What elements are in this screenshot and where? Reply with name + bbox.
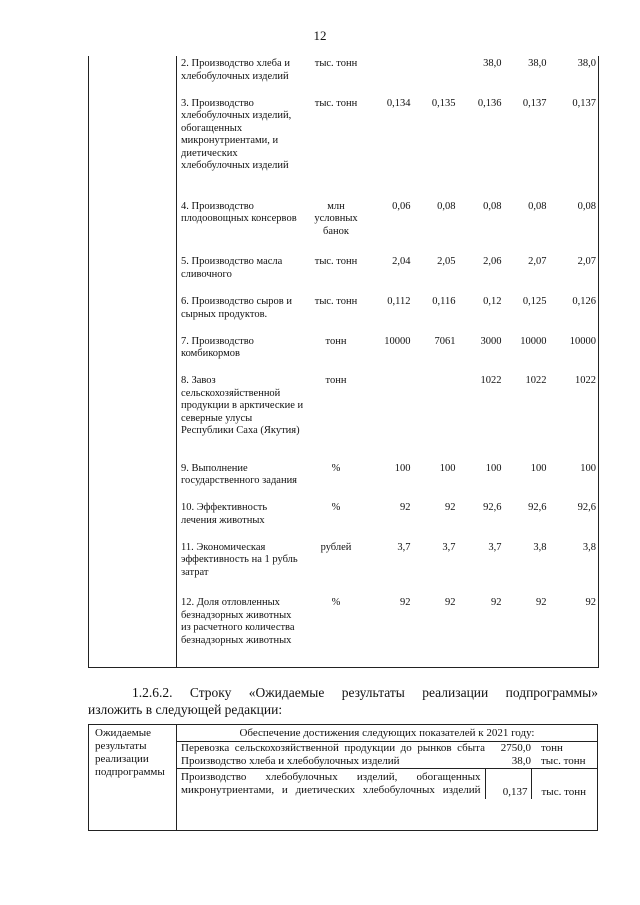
indicator-value-4: 92,6 bbox=[528, 502, 547, 514]
indicator-name: 8. Завоз сельскохозяйственной продукции в арктические и северные улусы Республики Саха (Якутия) bbox=[181, 375, 304, 437]
row-spacer-cell bbox=[89, 199, 177, 255]
indicator-value-1: 0,134 bbox=[386, 97, 411, 109]
indicator-unit: тыс. тонн bbox=[314, 296, 358, 308]
table-row bbox=[89, 373, 599, 460]
item-bread-unit: тыс. тонн bbox=[541, 755, 586, 767]
indicator-value-5: 3,8 bbox=[549, 540, 599, 596]
indicator-name: 5. Производство масла сливочного bbox=[181, 256, 283, 280]
indicator-value-3: 0,12 bbox=[483, 296, 502, 308]
indicator-unit: тыс. тонн bbox=[314, 58, 358, 69]
item-enriched-text: Производство хлебобулочных изделий, обогащенных микронутриентами, и диетических хлебобулочных изделий bbox=[181, 771, 481, 796]
indicator-value-4: 10000 bbox=[520, 335, 547, 347]
expected-results-content bbox=[177, 725, 598, 831]
indicator-unit: тонн bbox=[325, 375, 347, 387]
indicator-value-3: 2,06 bbox=[483, 256, 502, 268]
indicator-name: 9. Выполнение государственного задания bbox=[181, 462, 298, 487]
indicator-unit: % bbox=[307, 595, 365, 667]
indicator-value-2: 3,7 bbox=[442, 541, 456, 553]
indicator-name: 4. Производство плодоовощных консервов bbox=[181, 200, 297, 225]
indicator-name: 12. Доля отловленных безнадзорных животных из расчетного количества безнадзорных животных bbox=[177, 595, 307, 667]
indicator-value-2: 7061 bbox=[434, 335, 456, 347]
indicator-value-3: 92,6 bbox=[483, 502, 502, 514]
indicator-name: 2. Производство хлеба и хлебобулочных изделий bbox=[181, 58, 290, 82]
row-spacer-cell bbox=[89, 500, 177, 540]
indicator-value-4: 2,07 bbox=[528, 256, 547, 268]
item-transport-text: Перевозка сельскохозяйственной продукции до рынков сбыта bbox=[181, 742, 485, 754]
indicator-unit: % bbox=[331, 462, 341, 474]
row-spacer-cell bbox=[89, 254, 177, 294]
indicator-name: 7. Производство комбикормов bbox=[181, 335, 254, 360]
indicator-value-1: 2,04 bbox=[392, 256, 411, 268]
indicator-value-5: 38,0 bbox=[549, 56, 599, 96]
indicator-value-3: 3000 bbox=[480, 335, 502, 347]
indicator-value-2: 0,08 bbox=[437, 200, 456, 212]
indicator-value-1: 92 bbox=[365, 595, 413, 667]
row-spacer-cell bbox=[89, 96, 177, 199]
indicator-value-2: 92 bbox=[413, 595, 458, 667]
indicator-value-5: 0,08 bbox=[549, 199, 599, 255]
indicator-value-2: 2,05 bbox=[437, 256, 456, 268]
indicator-value-2: 0,116 bbox=[432, 296, 456, 308]
indicator-value-5: 100 bbox=[549, 461, 599, 501]
item-bread-text: Производство хлеба и хлебобулочных изделий bbox=[181, 755, 400, 767]
indicator-value-5: 2,07 bbox=[549, 254, 599, 294]
indicator-value-4: 100 bbox=[530, 462, 547, 474]
indicator-value-1: 92 bbox=[400, 502, 411, 514]
indicator-name: 10. Эффективность лечения животных bbox=[181, 502, 268, 526]
table-row bbox=[89, 540, 599, 596]
indicator-value-4: 0,137 bbox=[522, 97, 547, 109]
indicator-value-2 bbox=[413, 56, 458, 96]
indicator-value-1: 0,06 bbox=[392, 200, 411, 212]
indicator-unit: тонн bbox=[325, 335, 347, 347]
indicator-value-3: 3,7 bbox=[488, 541, 502, 553]
indicator-value-1 bbox=[365, 56, 413, 96]
indicator-value-2 bbox=[413, 373, 458, 460]
indicator-value-3: 1022 bbox=[480, 375, 502, 387]
indicator-unit: млн условных банок bbox=[314, 200, 358, 237]
indicator-unit: рублей bbox=[320, 541, 352, 553]
indicator-value-2: 92 bbox=[445, 502, 456, 514]
indicator-value-3: 38,0 bbox=[483, 58, 502, 69]
indicator-value-4: 0,08 bbox=[528, 200, 547, 212]
table-row bbox=[89, 56, 599, 96]
indicator-value-4: 0,125 bbox=[522, 296, 547, 308]
indicator-value-5: 0,126 bbox=[549, 294, 599, 334]
row-spacer-cell bbox=[89, 461, 177, 501]
indicator-value-4: 38,0 bbox=[528, 58, 547, 69]
indicator-value-5: 92,6 bbox=[549, 500, 599, 540]
indicator-value-5: 92 bbox=[549, 595, 599, 667]
table-row bbox=[89, 96, 599, 199]
indicator-value-1: 0,112 bbox=[387, 296, 411, 308]
row-spacer-cell bbox=[89, 373, 177, 460]
item-transport-unit: тонн bbox=[541, 742, 563, 754]
expected-results-label: Ожидаемые результаты реализации подпрограммы bbox=[89, 725, 177, 831]
indicator-value-4: 3,8 bbox=[533, 541, 547, 553]
indicator-name: 11. Экономическая эффективность на 1 рубль затрат bbox=[181, 541, 298, 578]
indicator-value-5: 10000 bbox=[549, 334, 599, 374]
indicator-value-1: 3,7 bbox=[397, 541, 411, 553]
item-enriched-value: 0,137 bbox=[485, 769, 531, 800]
table-row bbox=[89, 199, 599, 255]
amendment-paragraph bbox=[88, 684, 598, 718]
row-spacer-cell bbox=[89, 595, 177, 667]
item-transport-value: 2750,0 bbox=[500, 742, 531, 754]
indicator-value-4: 1022 bbox=[525, 375, 547, 387]
table-row bbox=[89, 461, 599, 501]
indicator-value-1: 10000 bbox=[384, 335, 411, 347]
row-spacer-cell bbox=[89, 540, 177, 596]
table-row bbox=[89, 334, 599, 374]
indicator-value-1: 100 bbox=[394, 462, 411, 474]
indicator-unit: % bbox=[331, 502, 341, 514]
indicators-table bbox=[88, 56, 599, 668]
row-spacer-cell bbox=[89, 294, 177, 334]
indicator-value-3: 0,08 bbox=[483, 200, 502, 212]
indicator-value-2: 100 bbox=[439, 462, 456, 474]
table-row bbox=[89, 500, 599, 540]
expected-results-header: Обеспечение достижения следующих показателей к 2021 году: bbox=[177, 725, 597, 742]
indicator-value-5: 0,137 bbox=[549, 96, 599, 199]
indicator-value-3: 100 bbox=[485, 462, 502, 474]
expected-results-table bbox=[88, 724, 598, 831]
table-row bbox=[89, 294, 599, 334]
table-row bbox=[89, 595, 599, 667]
page-number: 12 bbox=[313, 28, 327, 43]
indicator-name: 6. Производство сыров и сырных продуктов. bbox=[181, 296, 292, 320]
indicator-value-3: 92 bbox=[458, 595, 504, 667]
paragraph-line-1: 1.2.6.2. Строку «Ожидаемые результаты реализации подпрограммы» bbox=[132, 685, 598, 700]
indicator-value-2: 0,135 bbox=[431, 97, 456, 109]
indicator-value-4: 92 bbox=[504, 595, 549, 667]
indicator-value-3: 0,136 bbox=[477, 97, 502, 109]
row-spacer-cell bbox=[89, 56, 177, 96]
item-enriched-unit: тыс. тонн bbox=[531, 769, 597, 800]
indicator-value-1 bbox=[365, 373, 413, 460]
indicator-value-5: 1022 bbox=[549, 373, 599, 460]
indicator-name: 3. Производство хлебобулочных изделий, обогащенных микронутриентами, и диетических хлебобулочных изделий bbox=[181, 97, 292, 172]
row-spacer-cell bbox=[89, 334, 177, 374]
indicator-unit: тыс. тонн bbox=[314, 256, 358, 268]
paragraph-line-2: изложить в следующей редакции: bbox=[88, 702, 283, 717]
indicator-unit: тыс. тонн bbox=[314, 97, 358, 109]
item-bread-value: 38,0 bbox=[511, 755, 531, 767]
table-row bbox=[89, 254, 599, 294]
